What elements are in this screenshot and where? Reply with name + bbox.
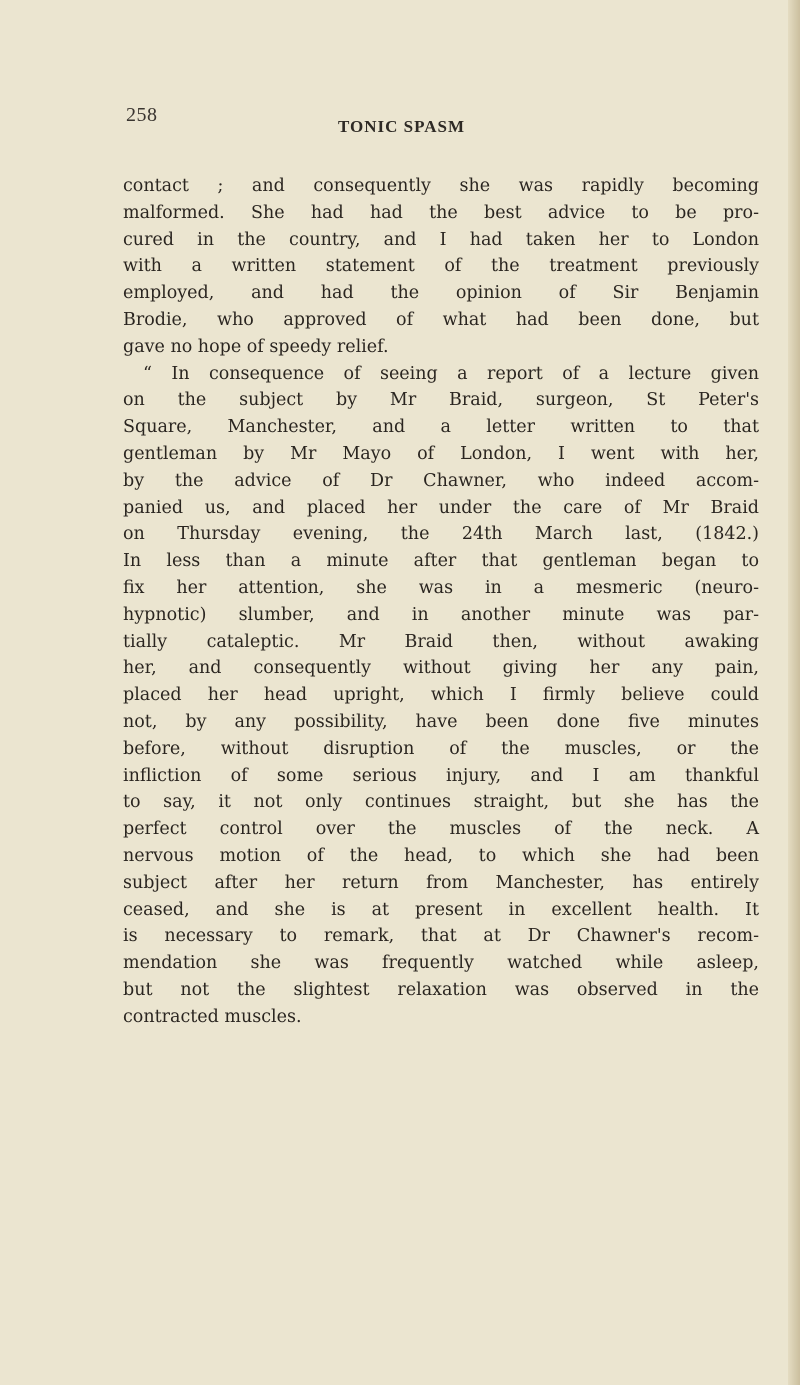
- text-line: contracted muscles.: [123, 1006, 302, 1027]
- text-line: not, by any possibility, have been done five minutes: [123, 711, 759, 732]
- text-line: hypnotic) slumber, and in another minute was par-: [123, 604, 759, 625]
- text-line: nervous motion of the head, to which she had been: [123, 845, 759, 866]
- text-line: gentleman by Mr Mayo of London, I went with her,: [123, 443, 759, 464]
- text-line: malformed. She had had the best advice to be pro-: [123, 202, 759, 223]
- body-text: [123, 173, 759, 1031]
- text-line: her, and consequently without giving her any pain,: [123, 658, 759, 679]
- text-line: Brodie, who approved of what had been done, but: [123, 309, 759, 330]
- text-line: subject after her return from Manchester, has entirely: [123, 872, 759, 893]
- running-head: TONIC SPASM: [338, 117, 466, 136]
- text-line: mendation she was frequently watched while asleep,: [123, 953, 759, 974]
- text-line: on Thursday evening, the 24th March last, (1842.): [123, 524, 759, 545]
- text-line: to say, it not only continues straight, but she has the: [123, 792, 759, 813]
- text-line: cured in the country, and I had taken her to London: [123, 229, 759, 250]
- text-line: tially cataleptic. Mr Braid then, without awaking: [123, 631, 759, 652]
- text-line: ceased, and she is at present in excellent health. It: [123, 899, 759, 920]
- text-line: on the subject by Mr Braid, surgeon, St Peter's: [123, 390, 759, 411]
- text-line: but not the slightest relaxation was observed in the: [123, 979, 759, 1000]
- text-line: placed her head upright, which I firmly believe could: [123, 685, 759, 706]
- text-line: panied us, and placed her under the care of Mr Braid: [123, 497, 759, 518]
- text-line: infliction of some serious injury, and I am thankful: [123, 765, 759, 786]
- text-line: Square, Manchester, and a letter written to that: [123, 417, 759, 438]
- page-number: 258: [126, 104, 158, 126]
- text-line: by the advice of Dr Chawner, who indeed accom-: [123, 470, 759, 491]
- text-line: is necessary to remark, that at Dr Chawner's recom-: [123, 926, 759, 947]
- text-line: “ In consequence of seeing a report of a lecture given: [143, 363, 759, 384]
- text-line: fix her attention, she was in a mesmeric (neuro-: [123, 577, 759, 598]
- text-line: before, without disruption of the muscles, or the: [123, 738, 759, 759]
- text-line: contact ; and consequently she was rapidly becoming: [123, 176, 759, 196]
- page-edge-shadow: [788, 0, 800, 1385]
- text-line: with a written statement of the treatment previously: [123, 256, 759, 277]
- text-line: perfect control over the muscles of the neck. A: [123, 819, 759, 840]
- text-line: employed, and had the opinion of Sir Benjamin: [123, 283, 759, 304]
- text-line: gave no hope of speedy relief.: [123, 336, 389, 357]
- text-line: In less than a minute after that gentleman began to: [123, 551, 759, 572]
